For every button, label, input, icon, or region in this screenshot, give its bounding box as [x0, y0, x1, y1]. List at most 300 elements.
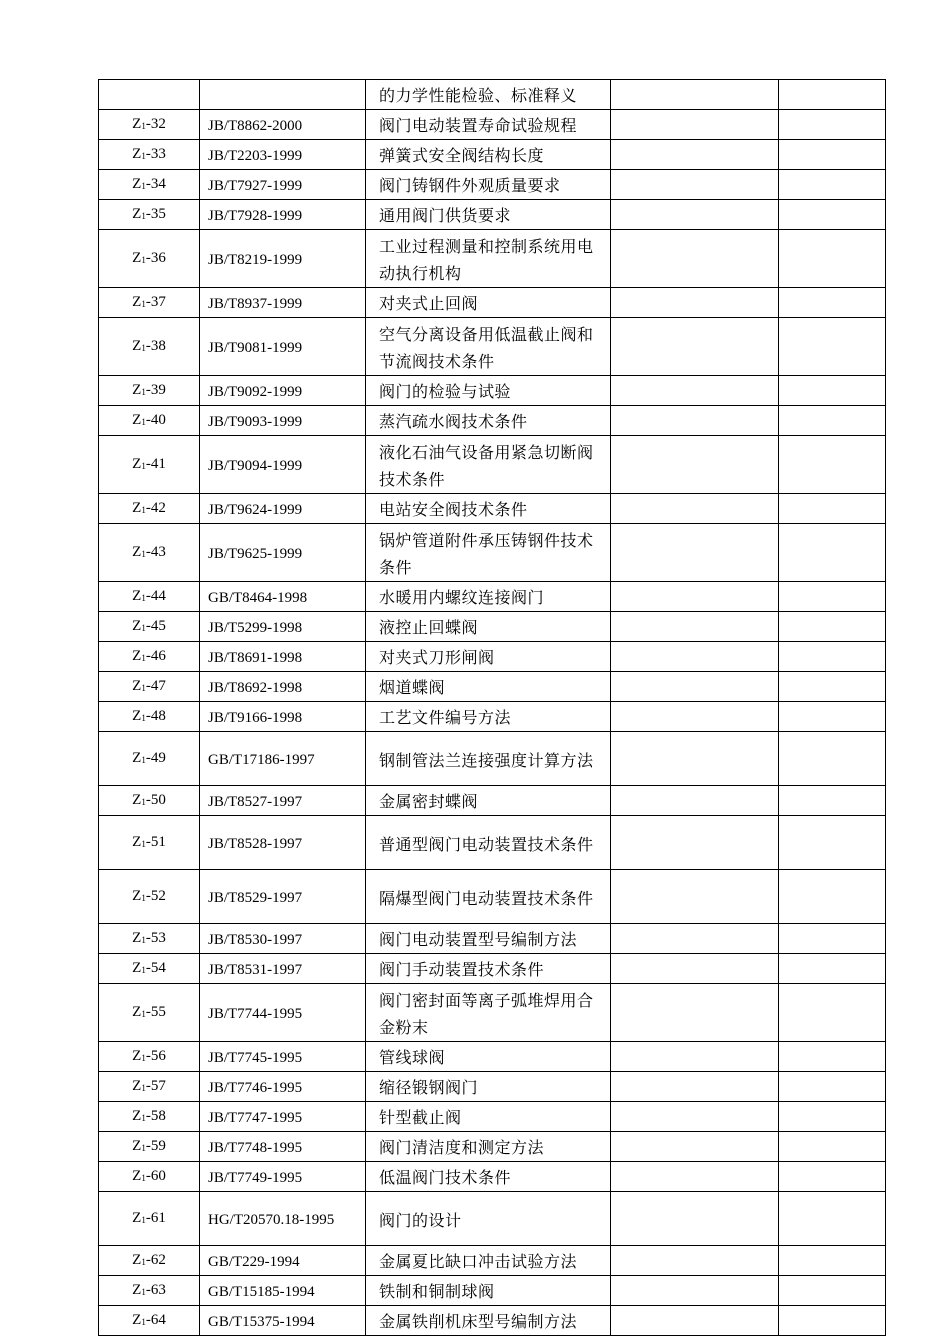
row-code-prefix: Z — [132, 544, 142, 560]
row-code-number: -62 — [145, 1252, 166, 1268]
row-code-subscript: 1 — [141, 1287, 146, 1297]
row-standard-title-text: 液化石油气设备用紧急切断阀技术条件 — [379, 443, 594, 489]
row-code-number: -59 — [145, 1138, 166, 1154]
row-empty-cell-b — [779, 1162, 886, 1192]
row-standard-number-text: JB/T7744-1995 — [208, 1005, 303, 1022]
row-code-number: -40 — [145, 412, 166, 428]
row-code-cell — [99, 612, 200, 642]
row-standard-number — [200, 524, 366, 582]
row-standard-title — [366, 1102, 611, 1132]
row-empty-cell-b — [779, 1276, 886, 1306]
row-standard-title — [366, 494, 611, 524]
row-standard-title — [366, 230, 611, 288]
row-standard-number-text: JB/T7928-1999 — [208, 208, 303, 224]
table-row — [99, 870, 886, 924]
row-code-number: -58 — [145, 1108, 166, 1124]
row-standard-number-text: JB/T7749-1995 — [208, 1170, 303, 1186]
row-standard-title-text: 烟道蝶阀 — [379, 678, 446, 697]
row-code-number: -57 — [145, 1078, 166, 1094]
row-standard-number-text: GB/T8464-1998 — [208, 590, 308, 606]
row-code-cell — [99, 376, 200, 406]
row-code-number: -52 — [145, 888, 166, 904]
row-standard-number-text: JB/T5299-1998 — [208, 620, 303, 636]
row-standard-number — [200, 318, 366, 376]
row-empty-cell-a — [611, 954, 779, 984]
table-row — [99, 1072, 886, 1102]
row-standard-title — [366, 870, 611, 924]
row-empty-cell-a — [611, 230, 779, 288]
row-code-prefix: Z — [132, 116, 142, 132]
row-code-prefix: Z — [132, 708, 142, 724]
row-empty-cell-a — [611, 816, 779, 870]
row-standard-number — [200, 582, 366, 612]
row-empty-cell-a — [611, 110, 779, 140]
row-code-prefix: Z — [132, 750, 142, 766]
table-row — [99, 318, 886, 376]
row-empty-cell-a — [611, 870, 779, 924]
row-code-prefix: Z — [132, 1048, 142, 1064]
table-row — [99, 1306, 886, 1336]
row-standard-number — [200, 1306, 366, 1336]
row-empty-cell-b — [779, 672, 886, 702]
row-standard-number-text: JB/T2203-1999 — [208, 148, 303, 164]
row-code-subscript: 1 — [141, 255, 146, 265]
row-code-number: -38 — [145, 338, 166, 354]
row-code-cell — [99, 110, 200, 140]
table-row — [99, 288, 886, 318]
row-empty-cell-a — [611, 732, 779, 786]
row-standard-title-text: 阀门手动装置技术条件 — [379, 960, 545, 979]
row-standard-number-text: HG/T20570.18-1995 — [208, 1211, 335, 1228]
row-standard-title — [366, 954, 611, 984]
row-standard-number — [200, 870, 366, 924]
row-code-number: -36 — [145, 250, 166, 266]
row-empty-cell-b — [779, 376, 886, 406]
row-empty-cell-a — [611, 1102, 779, 1132]
row-code-subscript: 1 — [141, 593, 146, 603]
row-code-number: -43 — [145, 544, 166, 560]
row-code-cell — [99, 494, 200, 524]
row-empty-cell-b — [779, 318, 886, 376]
row-standard-title — [366, 318, 611, 376]
row-empty-cell-b — [779, 984, 886, 1042]
row-code-prefix: Z — [132, 294, 142, 310]
row-empty-cell-a — [611, 1042, 779, 1072]
table-row — [99, 702, 886, 732]
row-code-prefix: Z — [132, 888, 142, 904]
row-code-cell — [99, 732, 200, 786]
table-row — [99, 406, 886, 436]
row-standard-title — [366, 1132, 611, 1162]
row-standard-title-text: 金属密封蝶阀 — [379, 792, 479, 811]
row-empty-cell-b — [779, 924, 886, 954]
row-empty-cell-a — [611, 1276, 779, 1306]
row-standard-number — [200, 984, 366, 1042]
row-empty-cell-b — [779, 786, 886, 816]
row-standard-number-text: JB/T7748-1995 — [208, 1140, 303, 1156]
row-standard-title-text: 锅炉管道附件承压铸钢件技术条件 — [379, 531, 594, 577]
row-code-subscript: 1 — [141, 755, 146, 765]
row-code-cell — [99, 1192, 200, 1246]
row-empty-cell-b — [779, 954, 886, 984]
row-code-cell — [99, 1276, 200, 1306]
row-standard-number-text: JB/T8527-1997 — [208, 794, 303, 810]
row-code-cell — [99, 870, 200, 924]
row-code-prefix: Z — [132, 250, 142, 266]
row-standard-title — [366, 672, 611, 702]
table-row — [99, 436, 886, 494]
row-empty-cell-a — [611, 612, 779, 642]
row-code-subscript: 1 — [141, 417, 146, 427]
row-standard-number — [200, 494, 366, 524]
table-row — [99, 1042, 886, 1072]
row-empty-cell-a — [611, 80, 779, 110]
row-empty-cell-b — [779, 816, 886, 870]
row-standard-title — [366, 1162, 611, 1192]
table-row — [99, 816, 886, 870]
row-code-prefix: Z — [132, 1210, 142, 1226]
row-code-cell — [99, 288, 200, 318]
row-standard-number — [200, 672, 366, 702]
row-code-number: -37 — [145, 294, 166, 310]
row-empty-cell-a — [611, 1072, 779, 1102]
row-standard-number-text: JB/T9092-1999 — [208, 384, 303, 400]
row-standard-title-text: 阀门电动装置型号编制方法 — [379, 930, 578, 949]
row-standard-title — [366, 170, 611, 200]
row-empty-cell-b — [779, 870, 886, 924]
row-code-cell — [99, 318, 200, 376]
row-standard-number — [200, 1072, 366, 1102]
row-empty-cell-b — [779, 1192, 886, 1246]
row-code-cell — [99, 1072, 200, 1102]
row-empty-cell-b — [779, 582, 886, 612]
row-code-prefix: Z — [132, 176, 142, 192]
row-code-prefix: Z — [132, 1004, 142, 1020]
row-standard-title — [366, 612, 611, 642]
row-empty-cell-b — [779, 1072, 886, 1102]
row-standard-number — [200, 80, 366, 110]
row-code-cell — [99, 1102, 200, 1132]
row-empty-cell-a — [611, 170, 779, 200]
row-standard-number-text: JB/T8528-1997 — [208, 835, 303, 852]
row-standard-title — [366, 642, 611, 672]
row-standard-number — [200, 1192, 366, 1246]
row-standard-number — [200, 612, 366, 642]
row-code-number: -44 — [145, 588, 166, 604]
row-standard-title — [366, 582, 611, 612]
row-standard-number-text: GB/T17186-1997 — [208, 751, 315, 768]
row-code-cell — [99, 436, 200, 494]
table-row — [99, 1192, 886, 1246]
row-code-prefix: Z — [132, 834, 142, 850]
row-empty-cell-a — [611, 1246, 779, 1276]
row-standard-title-text: 阀门的检验与试验 — [379, 382, 512, 401]
row-code-subscript: 1 — [141, 1257, 146, 1267]
row-standard-title-text: 铁制和铜制球阀 — [379, 1282, 495, 1301]
row-empty-cell-b — [779, 406, 886, 436]
row-code-prefix: Z — [132, 1312, 142, 1328]
row-empty-cell-a — [611, 642, 779, 672]
row-empty-cell-a — [611, 702, 779, 732]
row-standard-number-text: JB/T8529-1997 — [208, 889, 303, 906]
row-code-cell — [99, 1306, 200, 1336]
row-standard-number-text: JB/T8937-1999 — [208, 296, 303, 312]
row-standard-title-text: 蒸汽疏水阀技术条件 — [379, 412, 528, 431]
row-code-cell — [99, 702, 200, 732]
row-standard-number — [200, 1246, 366, 1276]
row-empty-cell-a — [611, 140, 779, 170]
row-standard-number-text: JB/T9166-1998 — [208, 710, 303, 726]
table-row — [99, 110, 886, 140]
row-standard-title-text: 对夹式刀形闸阀 — [379, 648, 495, 667]
row-standard-title-text: 空气分离设备用低温截止阀和节流阀技术条件 — [379, 325, 594, 371]
row-empty-cell-a — [611, 672, 779, 702]
row-standard-number — [200, 170, 366, 200]
row-code-cell — [99, 954, 200, 984]
row-code-cell — [99, 924, 200, 954]
row-code-cell — [99, 200, 200, 230]
row-standard-number-text: JB/T8530-1997 — [208, 932, 303, 948]
row-code-prefix: Z — [132, 146, 142, 162]
row-empty-cell-a — [611, 924, 779, 954]
table-row — [99, 524, 886, 582]
row-standard-title-text: 工艺文件编号方法 — [379, 708, 512, 727]
row-standard-number-text — [208, 93, 365, 96]
table-row — [99, 200, 886, 230]
row-code-subscript: 1 — [141, 1173, 146, 1183]
row-code-subscript: 1 — [141, 935, 146, 945]
row-code-prefix: Z — [132, 678, 142, 694]
row-standard-number — [200, 816, 366, 870]
table-row — [99, 672, 886, 702]
row-code-cell — [99, 170, 200, 200]
row-code-cell — [99, 1042, 200, 1072]
row-empty-cell-b — [779, 1306, 886, 1336]
row-code-prefix: Z — [132, 1168, 142, 1184]
row-code-subscript: 1 — [141, 1083, 146, 1093]
row-standard-title — [366, 110, 611, 140]
row-empty-cell-b — [779, 200, 886, 230]
row-code-number: -61 — [145, 1210, 166, 1226]
row-standard-title — [366, 732, 611, 786]
row-code-prefix: Z — [132, 412, 142, 428]
row-standard-number-text: JB/T8862-2000 — [208, 118, 303, 134]
row-standard-title — [366, 376, 611, 406]
row-standard-number-text: JB/T7745-1995 — [208, 1050, 303, 1066]
row-code-subscript: 1 — [141, 387, 146, 397]
row-standard-number-text: JB/T7746-1995 — [208, 1080, 303, 1096]
row-code-prefix: Z — [132, 500, 142, 516]
row-standard-title — [366, 524, 611, 582]
row-standard-title-text: 金属夏比缺口冲击试验方法 — [379, 1252, 578, 1271]
row-standard-title — [366, 1042, 611, 1072]
row-code-cell — [99, 642, 200, 672]
row-standard-number-text: JB/T9625-1999 — [208, 545, 303, 562]
row-code-prefix: Z — [132, 648, 142, 664]
row-code-prefix: Z — [132, 1078, 142, 1094]
row-code-prefix: Z — [132, 588, 142, 604]
row-code-cell — [99, 1246, 200, 1276]
table-row — [99, 80, 886, 110]
row-standard-title — [366, 1192, 611, 1246]
row-standard-number — [200, 954, 366, 984]
row-standard-number — [200, 110, 366, 140]
row-code-number: -56 — [145, 1048, 166, 1064]
row-empty-cell-b — [779, 80, 886, 110]
row-standard-number-text: JB/T9093-1999 — [208, 414, 303, 430]
row-code-number: -64 — [145, 1312, 166, 1328]
row-empty-cell-a — [611, 376, 779, 406]
row-code-subscript: 1 — [141, 461, 146, 471]
row-code-subscript: 1 — [141, 839, 146, 849]
row-standard-title — [366, 1246, 611, 1276]
row-code-subscript: 1 — [141, 181, 146, 191]
row-empty-cell-b — [779, 524, 886, 582]
table-row — [99, 1102, 886, 1132]
row-code-subscript: 1 — [141, 1317, 146, 1327]
row-standard-number — [200, 1042, 366, 1072]
row-code-cell — [99, 816, 200, 870]
row-standard-title-text: 钢制管法兰连接强度计算方法 — [379, 750, 594, 770]
row-code-number: -60 — [145, 1168, 166, 1184]
row-standard-number-text: JB/T9094-1999 — [208, 457, 303, 474]
row-empty-cell-b — [779, 1102, 886, 1132]
row-empty-cell-b — [779, 436, 886, 494]
row-standard-title — [366, 140, 611, 170]
row-standard-title-text: 弹簧式安全阀结构长度 — [379, 146, 545, 165]
row-standard-number — [200, 376, 366, 406]
row-code-prefix: Z — [132, 960, 142, 976]
row-standard-title — [366, 984, 611, 1042]
row-standard-number-text: JB/T8691-1998 — [208, 650, 303, 666]
table-row — [99, 924, 886, 954]
row-standard-title — [366, 436, 611, 494]
row-code-number: -41 — [145, 456, 166, 472]
row-empty-cell-a — [611, 406, 779, 436]
row-empty-cell-a — [611, 1192, 779, 1246]
row-standard-title-text: 金属铁削机床型号编制方法 — [379, 1312, 578, 1331]
row-code-number: -53 — [145, 930, 166, 946]
row-standard-title — [366, 816, 611, 870]
row-code-cell — [99, 140, 200, 170]
row-empty-cell-b — [779, 110, 886, 140]
row-standard-number — [200, 1132, 366, 1162]
row-standard-number-text: JB/T7927-1999 — [208, 178, 303, 194]
row-standard-number — [200, 1276, 366, 1306]
row-standard-title-text: 水暖用内螺纹连接阀门 — [379, 588, 545, 607]
table-row — [99, 1276, 886, 1306]
table-row — [99, 642, 886, 672]
row-standard-title-text: 低温阀门技术条件 — [379, 1168, 512, 1187]
row-standard-title-text: 普通型阀门电动装置技术条件 — [379, 834, 594, 854]
row-code-subscript: 1 — [141, 653, 146, 663]
row-code-subscript: 1 — [141, 343, 146, 353]
row-empty-cell-a — [611, 200, 779, 230]
row-code-number: -47 — [145, 678, 166, 694]
row-standard-title — [366, 80, 611, 110]
row-code-cell — [99, 582, 200, 612]
row-empty-cell-a — [611, 288, 779, 318]
row-standard-number — [200, 140, 366, 170]
table-row — [99, 954, 886, 984]
row-standard-number — [200, 436, 366, 494]
row-empty-cell-b — [779, 140, 886, 170]
row-code-prefix: Z — [132, 1138, 142, 1154]
row-code-subscript: 1 — [141, 549, 146, 559]
row-empty-cell-b — [779, 1042, 886, 1072]
row-code-prefix: Z — [132, 382, 142, 398]
row-code-subscript: 1 — [141, 965, 146, 975]
row-standard-number — [200, 642, 366, 672]
row-standard-number — [200, 1102, 366, 1132]
row-empty-cell-a — [611, 582, 779, 612]
row-code-cell — [99, 984, 200, 1042]
row-empty-cell-a — [611, 786, 779, 816]
row-standard-title-text: 液控止回蝶阀 — [379, 618, 479, 637]
row-empty-cell-b — [779, 494, 886, 524]
row-code-subscript: 1 — [141, 505, 146, 515]
row-code-prefix: Z — [132, 338, 142, 354]
row-code-number: -45 — [145, 618, 166, 634]
row-standard-number — [200, 786, 366, 816]
row-standard-title-text: 阀门密封面等离子弧堆焊用合金粉末 — [379, 991, 594, 1037]
row-code-number: -35 — [145, 206, 166, 222]
row-empty-cell-b — [779, 230, 886, 288]
row-code-number: -42 — [145, 500, 166, 516]
row-empty-cell-a — [611, 436, 779, 494]
row-code-cell — [99, 80, 200, 110]
row-code-prefix: Z — [132, 1252, 142, 1268]
row-code-subscript: 1 — [141, 211, 146, 221]
row-code-prefix: Z — [132, 206, 142, 222]
row-code-prefix: Z — [132, 456, 142, 472]
row-code-number: -54 — [145, 960, 166, 976]
row-code-subscript: 1 — [141, 683, 146, 693]
table-row — [99, 170, 886, 200]
row-code-cell — [99, 1132, 200, 1162]
row-standard-number — [200, 924, 366, 954]
row-standard-title-text: 针型截止阀 — [379, 1108, 462, 1127]
row-code-cell — [99, 672, 200, 702]
standards-table-body — [99, 80, 886, 1336]
row-standard-title — [366, 924, 611, 954]
row-standard-title-text: 缩径锻钢阀门 — [379, 1078, 479, 1097]
row-standard-title — [366, 200, 611, 230]
row-standard-title-text: 对夹式止回阀 — [379, 294, 479, 313]
row-code-subscript: 1 — [141, 121, 146, 131]
row-code-number: -49 — [145, 750, 166, 766]
row-code-cell — [99, 406, 200, 436]
row-standard-title — [366, 1306, 611, 1336]
row-empty-cell-b — [779, 612, 886, 642]
row-empty-cell-a — [611, 1162, 779, 1192]
row-empty-cell-a — [611, 1132, 779, 1162]
row-code-subscript: 1 — [141, 151, 146, 161]
row-empty-cell-a — [611, 318, 779, 376]
row-code-subscript: 1 — [141, 797, 146, 807]
table-row — [99, 1246, 886, 1276]
row-code-prefix: Z — [132, 792, 142, 808]
row-standard-number-text: JB/T7747-1995 — [208, 1110, 303, 1126]
row-code-number: -50 — [145, 792, 166, 808]
row-standard-number-text: GB/T229-1994 — [208, 1254, 300, 1270]
row-code-prefix: Z — [132, 1108, 142, 1124]
row-standard-title-text: 阀门电动装置寿命试验规程 — [379, 116, 578, 135]
row-standard-number — [200, 732, 366, 786]
row-code-number: -63 — [145, 1282, 166, 1298]
row-standard-number-text: JB/T8219-1999 — [208, 251, 303, 268]
table-row — [99, 140, 886, 170]
